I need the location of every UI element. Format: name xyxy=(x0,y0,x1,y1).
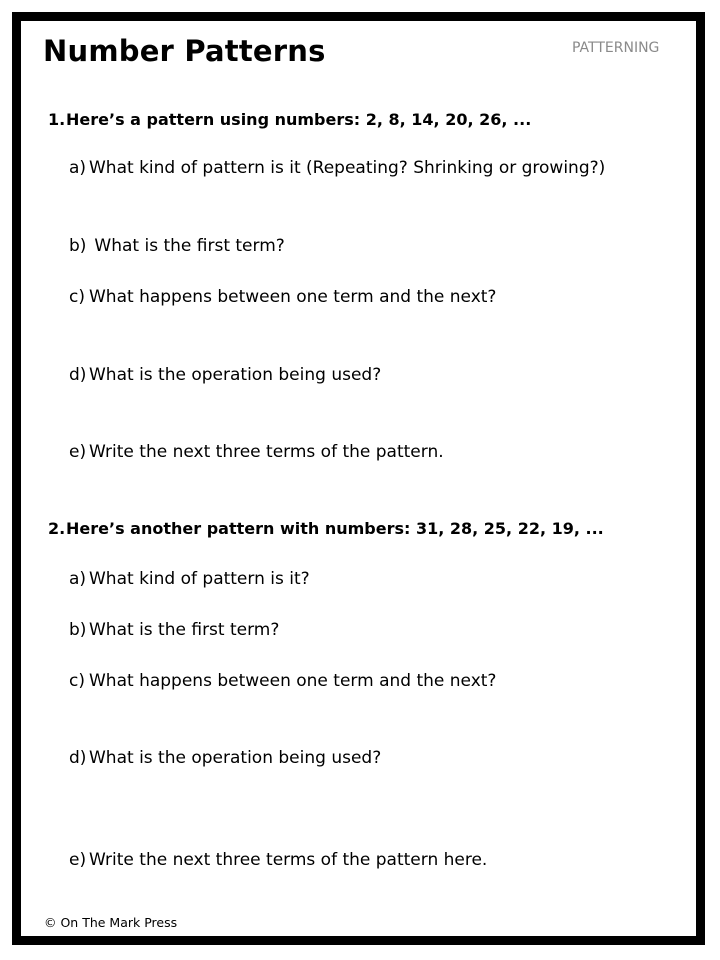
topic-label: PATTERNING xyxy=(572,40,660,56)
question-2-heading xyxy=(48,519,604,538)
question-2-part-e xyxy=(69,850,487,870)
copyright-notice: © On The Mark Press xyxy=(44,915,178,930)
part-letter: d) xyxy=(69,365,87,385)
part-text: What happens between one term and the next? xyxy=(89,287,497,307)
part-letter: e) xyxy=(69,850,87,870)
part-text: What is the operation being used? xyxy=(89,365,382,385)
question-1-heading xyxy=(48,110,531,129)
part-letter: a) xyxy=(69,158,87,178)
part-text: Write the next three terms of the pattern here. xyxy=(89,850,488,870)
question-1-part-d xyxy=(69,365,381,385)
part-letter: c) xyxy=(69,671,85,691)
part-letter: b) xyxy=(69,236,87,256)
part-letter: e) xyxy=(69,442,87,462)
part-text: What kind of pattern is it (Repeating? Shrinking or growing?) xyxy=(89,158,606,178)
worksheet-frame xyxy=(12,12,705,945)
part-text: What is the first term? xyxy=(89,620,280,640)
question-prompt: Here’s a pattern using numbers: 2, 8, 14, 20, 26, ... xyxy=(66,110,532,129)
question-2-part-c xyxy=(69,671,496,691)
part-letter: b) xyxy=(69,620,87,640)
question-1-part-e xyxy=(69,442,444,462)
part-text: Write the next three terms of the pattern. xyxy=(89,442,444,462)
question-2-part-a xyxy=(69,569,310,589)
question-prompt: Here’s another pattern with numbers: 31, 28, 25, 22, 19, ... xyxy=(66,519,604,538)
question-2-part-d xyxy=(69,748,381,768)
part-text: What happens between one term and the next? xyxy=(89,671,497,691)
part-letter: d) xyxy=(69,748,87,768)
question-2-part-b xyxy=(69,620,279,640)
question-number: 2. xyxy=(48,519,66,538)
question-1-part-a xyxy=(69,158,605,178)
part-letter: a) xyxy=(69,569,87,589)
question-1-part-b xyxy=(69,236,285,256)
part-letter: c) xyxy=(69,287,85,307)
part-text: What is the first term? xyxy=(89,236,285,256)
part-text: What kind of pattern is it? xyxy=(89,569,310,589)
question-number: 1. xyxy=(48,110,66,129)
question-1-part-c xyxy=(69,287,496,307)
part-text: What is the operation being used? xyxy=(89,748,382,768)
page-title: Number Patterns xyxy=(43,34,326,68)
